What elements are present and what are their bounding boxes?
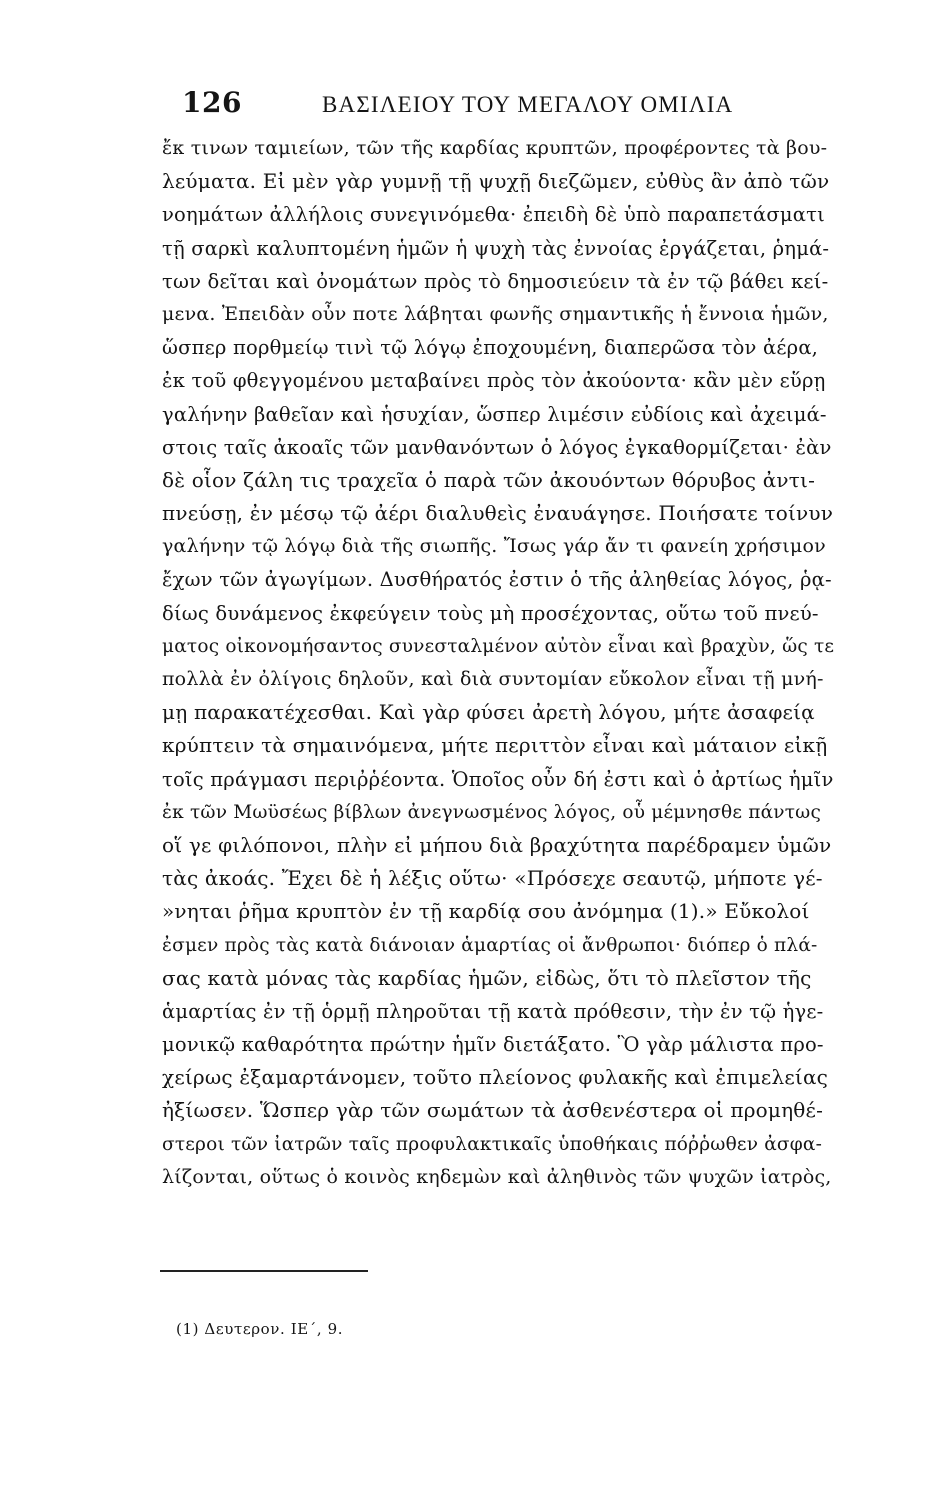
text-line: χείρως ἐξαμαρτάνομεν, τοῦτο πλείονος φυλακῆς καὶ ἐπιμελείας	[162, 1065, 829, 1090]
text-line: ὥσπερ πορθμείῳ τινὶ τῷ λόγῳ ἐποχουμένη, διαπερῶσα τὸν ἀέρα,	[162, 336, 819, 360]
text-line: τοῖς πράγμασι περιῤῥέοντα. Ὁποῖος οὖν δή ἐστι καὶ ὁ ἀρτίως ἡμῖν	[162, 767, 834, 791]
text-line: τὰς ἀκοάς. Ἔχει δὲ ἡ λέξις οὕτω· «Πρόσεχε σεαυτῷ, μήποτε γέ-	[162, 866, 823, 891]
text-line: ἐκ τοῦ φθεγγομένου μεταβαίνει πρὸς τὸν ἀκούοντα· κἂν μὲν εὕρῃ	[162, 369, 826, 393]
text-line: γαλήνην βαθεῖαν καὶ ἡσυχίαν, ὥσπερ λιμέσιν εὐδίοις καὶ ἀχειμά-	[162, 402, 827, 426]
running-head	[160, 86, 840, 126]
text-line: λεύματα. Εἰ μὲν γὰρ γυμνῇ τῇ ψυχῇ διεζῶμεν, εὐθὺς ἂν ἀπὸ τῶν	[162, 169, 830, 194]
text-line: »νηται ῥῆμα κρυπτὸν ἐν τῇ καρδίᾳ σου ἀνόμημα (1).» Εὔκολοί	[162, 899, 810, 924]
text-line: ἁμαρτίας ἐν τῇ ὁρμῇ πληροῦται τῇ κατὰ πρόθεσιν, τὴν ἐν τῷ ἡγε-	[162, 999, 824, 1023]
text-line: πνεύσῃ, ἐν μέσῳ τῷ ἀέρι διαλυθεὶς ἐναυάγησε. Ποιήσατε τοίνυν	[162, 501, 834, 526]
text-line: μενα. Ἐπειδὰν οὖν ποτε λάβηται φωνῆς σημαντικῆς ἡ ἔννοια ἡμῶν,	[162, 302, 829, 325]
footnote: (1) Δευτερον. ΙΕ΄, 9.	[176, 1320, 344, 1338]
text-line: κρύπτειν τὰ σημαινόμενα, μήτε περιττὸν εἶναι καὶ μάταιον εἰκῇ	[162, 733, 828, 758]
text-line: οἵ γε φιλόπονοι, πλὴν εἰ μήπου διὰ βραχύτητα παρέδραμεν ὑμῶν	[162, 832, 832, 857]
text-line: σας κατὰ μόνας τὰς καρδίας ἡμῶν, εἰδὼς, ὅτι τὸ πλεῖστον τῆς	[162, 965, 812, 990]
running-title: ΒΑΣΙΛΕΙΟΥ ΤΟΥ ΜΕΓΑΛΟΥ ΟΜΙΛΙΑ	[322, 92, 734, 117]
page-number: 126	[182, 86, 242, 119]
text-line: νοημάτων ἀλλήλοις συνεγινόμεθα· ἐπειδὴ δὲ ὑπὸ παραπετάσματι	[162, 203, 825, 227]
text-line: ματος οἰκονομήσαντος συνεσταλμένον αὐτὸν εἶναι καὶ βραχὺν, ὥς τε	[162, 635, 835, 657]
text-line: τῇ σαρκὶ καλυπτομένη ἡμῶν ἡ ψυχὴ τὰς ἐννοίας ἐργάζεται, ῥημά-	[162, 236, 830, 260]
text-line: μονικῷ καθαρότητα πρώτην ἡμῖν διετάξατο. Ὃ γὰρ μάλιστα προ-	[162, 1033, 824, 1057]
text-line: πολλὰ ἐν ὀλίγοις δηλοῦν, καὶ διὰ συντομίαν εὔκολον εἶναι τῇ μνή-	[162, 668, 824, 690]
text-line: στοις ταῖς ἀκοαῖς τῶν μανθανόντων ὁ λόγος ἐγκαθορμίζεται· ἐὰν	[162, 435, 832, 459]
text-line: ἠξίωσεν. Ὥσπερ γὰρ τῶν σωμάτων τὰ ἀσθενέστερα οἱ προμηθέ-	[162, 1098, 824, 1123]
text-line: ἔκ τινων ταμιείων, τῶν τῆς καρδίας κρυπτῶν, προφέροντες τὰ βου-	[162, 137, 828, 159]
text-line: μῃ παρακατέχεσθαι. Καὶ γὰρ φύσει ἀρετὴ λόγου, μήτε ἀσαφείᾳ	[162, 700, 815, 725]
text-line: ἔχων τῶν ἀγωγίμων. Δυσθήρατός ἐστιν ὁ τῆς ἀληθείας λόγος, ῥᾳ-	[162, 568, 832, 592]
text-line: δὲ οἷον ζάλη τις τραχεῖα ὁ παρὰ τῶν ἀκουόντων θόρυβος ἀντι-	[162, 467, 816, 492]
footnote-rule	[160, 1270, 368, 1272]
body-text	[162, 132, 834, 1194]
text-line: λίζονται, οὕτως ὁ κοινὸς κηδεμὼν καὶ ἀληθινὸς τῶν ψυχῶν ἰατρὸς,	[162, 1165, 832, 1188]
text-line: ἐκ τῶν Μωϋσέως βίβλων ἀνεγνωσμένος λόγος, οὗ μέμνησθε πάντως	[162, 801, 822, 823]
text-line: δίως δυνάμενος ἐκφεύγειν τοὺς μὴ προσέχοντας, οὕτω τοῦ πνεύ-	[162, 601, 819, 625]
text-line: γαλήνην τῷ λόγῳ διὰ τῆς σιωπῆς. Ἴσως γάρ ἄν τι φανείη χρήσιμον	[162, 535, 826, 558]
text-line: των δεῖται καὶ ὀνομάτων πρὸς τὸ δημοσιεύειν τὰ ἐν τῷ βάθει κεί-	[162, 269, 829, 293]
text-line: ἐσμεν πρὸς τὰς κατὰ διάνοιαν ἁμαρτίας οἱ ἄνθρωποι· διόπερ ὁ πλά-	[162, 934, 818, 956]
text-line: στεροι τῶν ἰατρῶν ταῖς προφυλακτικαῖς ὑποθήκαις πόῤῥωθεν ἀσφα-	[162, 1133, 823, 1155]
